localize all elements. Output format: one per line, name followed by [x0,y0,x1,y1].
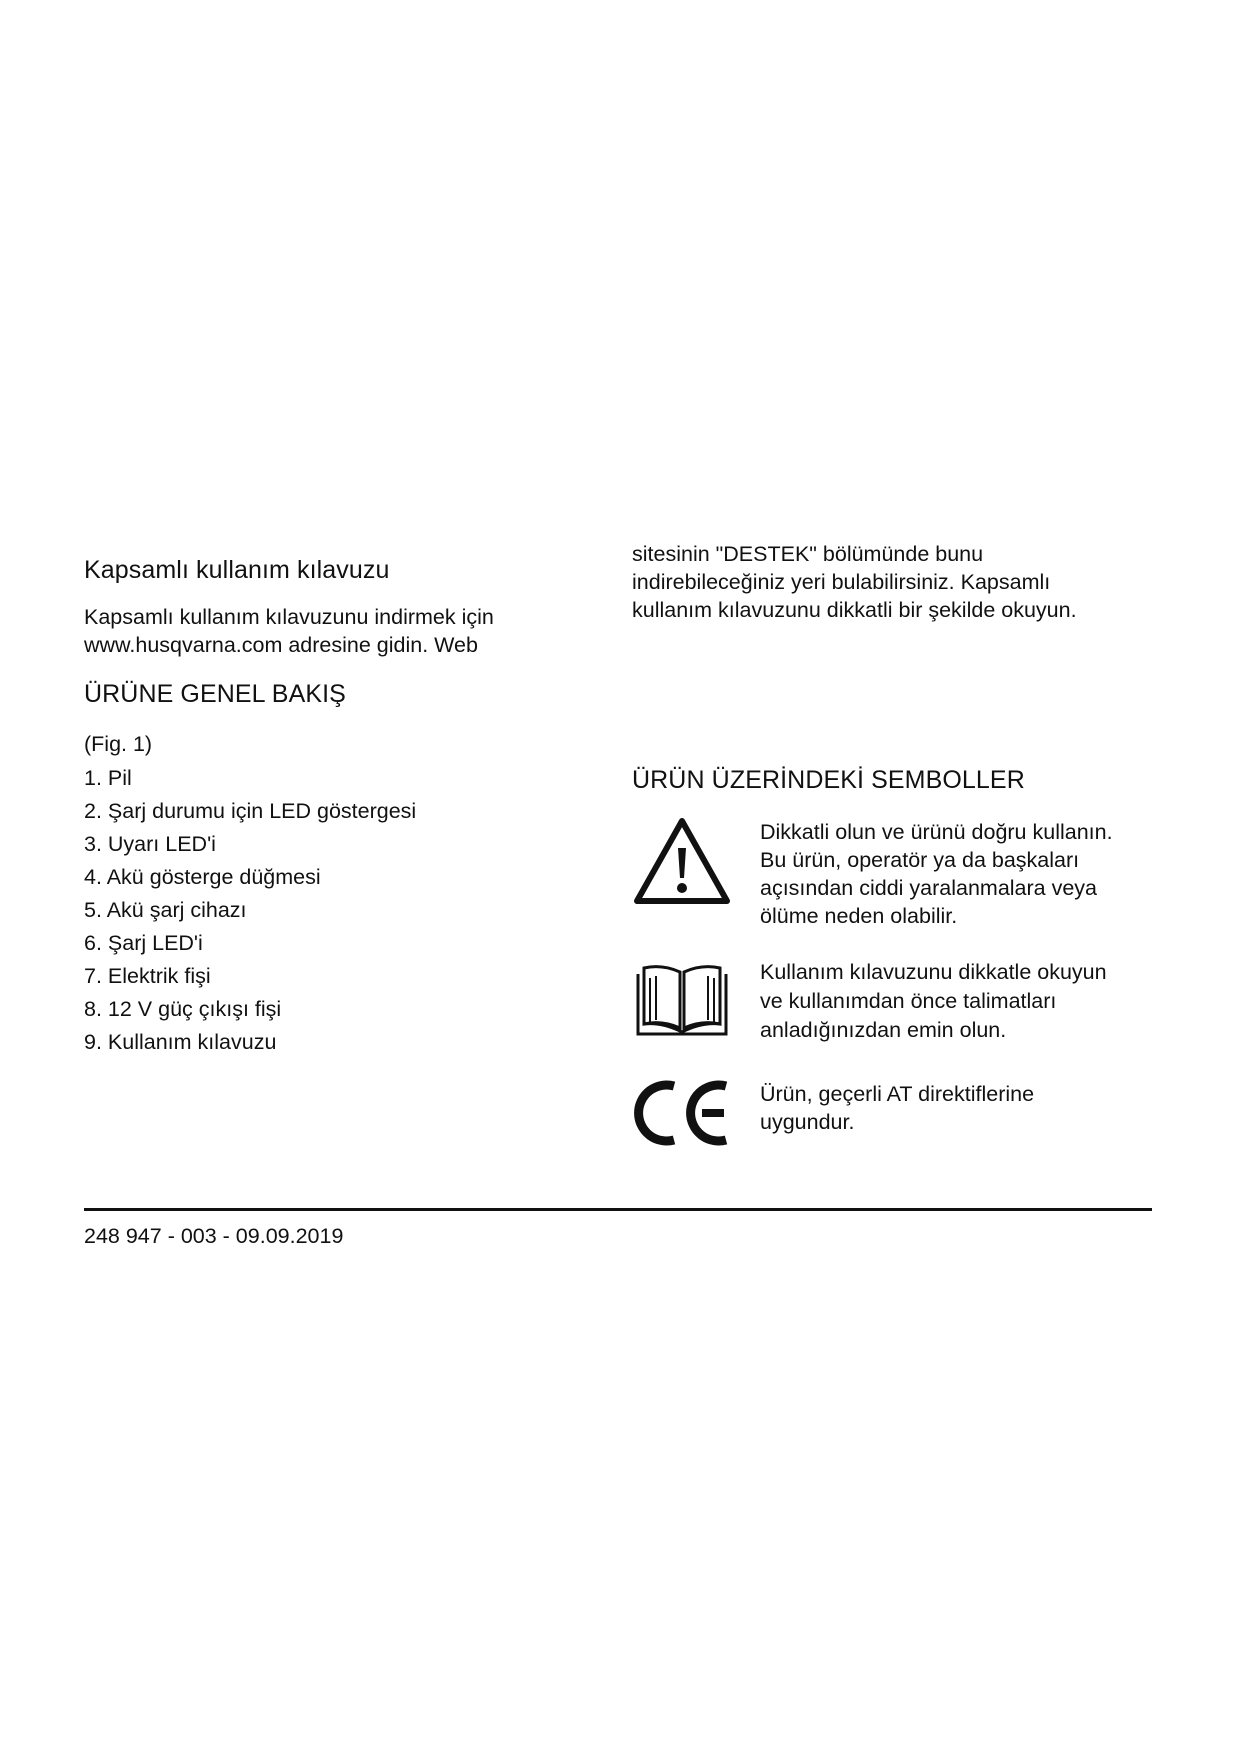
intro-line: Kapsamlı kullanım kılavuzunu indirmek için [84,605,494,629]
comprehensive-manual-title: Kapsamlı kullanım kılavuzu [84,556,390,584]
manual-text [760,958,1180,1045]
footer-divider [84,1208,1152,1211]
symbol-text-line: uygundur. [760,1110,855,1134]
warning-text [760,818,1180,930]
symbols-title: ÜRÜN ÜZERİNDEKİ SEMBOLLER [632,766,1025,794]
document-number: 248 947 - 003 - 09.09.2019 [84,1224,344,1248]
product-overview-title: ÜRÜNE GENEL BAKIŞ [84,680,346,708]
comprehensive-manual-continuation [632,540,1152,624]
symbol-text-line: Dikkatli olun ve ürünü doğru kullanın. [760,820,1113,844]
open-book-icon [632,962,732,1052]
comprehensive-manual-intro [84,603,554,659]
list-item: 9. Kullanım kılavuzu [84,1030,277,1054]
symbol-text-line: ve kullanımdan önce talimatları [760,989,1057,1013]
warning-triangle-icon [632,816,732,906]
continuation-line: sitesinin "DESTEK" bölümünde bunu [632,542,984,566]
figure-reference: (Fig. 1) [84,732,153,756]
list-item: 5. Akü şarj cihazı [84,898,247,922]
parts-list [84,764,416,1061]
list-item: 6. Şarj LED'i [84,931,203,955]
list-item: 1. Pil [84,766,132,790]
symbol-text-line: Ürün, geçerli AT direktiflerine [760,1082,1035,1106]
symbol-text-line: Kullanım kılavuzunu dikkatle okuyun [760,960,1107,984]
symbol-text-line: açısından ciddi yaralanmalara veya [760,876,1098,900]
ce-mark-icon [632,1078,732,1168]
continuation-line: kullanım kılavuzunu dikkatli bir şekilde okuyun. [632,598,1077,622]
list-item: 7. Elektrik fişi [84,964,211,988]
list-item: 8. 12 V güç çıkışı fişi [84,997,282,1021]
list-item: 3. Uyarı LED'i [84,832,216,856]
continuation-line: indirebileceğiniz yeri bulabilirsiniz. Kapsamlı [632,570,1051,594]
ce-text [760,1080,1180,1136]
symbol-text-line: Bu ürün, operatör ya da başkaları [760,848,1080,872]
list-item: 4. Akü gösterge düğmesi [84,865,321,889]
list-item: 2. Şarj durumu için LED göstergesi [84,799,417,823]
symbol-text-line: ölüme neden olabilir. [760,904,958,928]
intro-line: www.husqvarna.com adresine gidin. Web [84,633,478,657]
symbol-text-line: anladığınızdan emin olun. [760,1018,1007,1042]
